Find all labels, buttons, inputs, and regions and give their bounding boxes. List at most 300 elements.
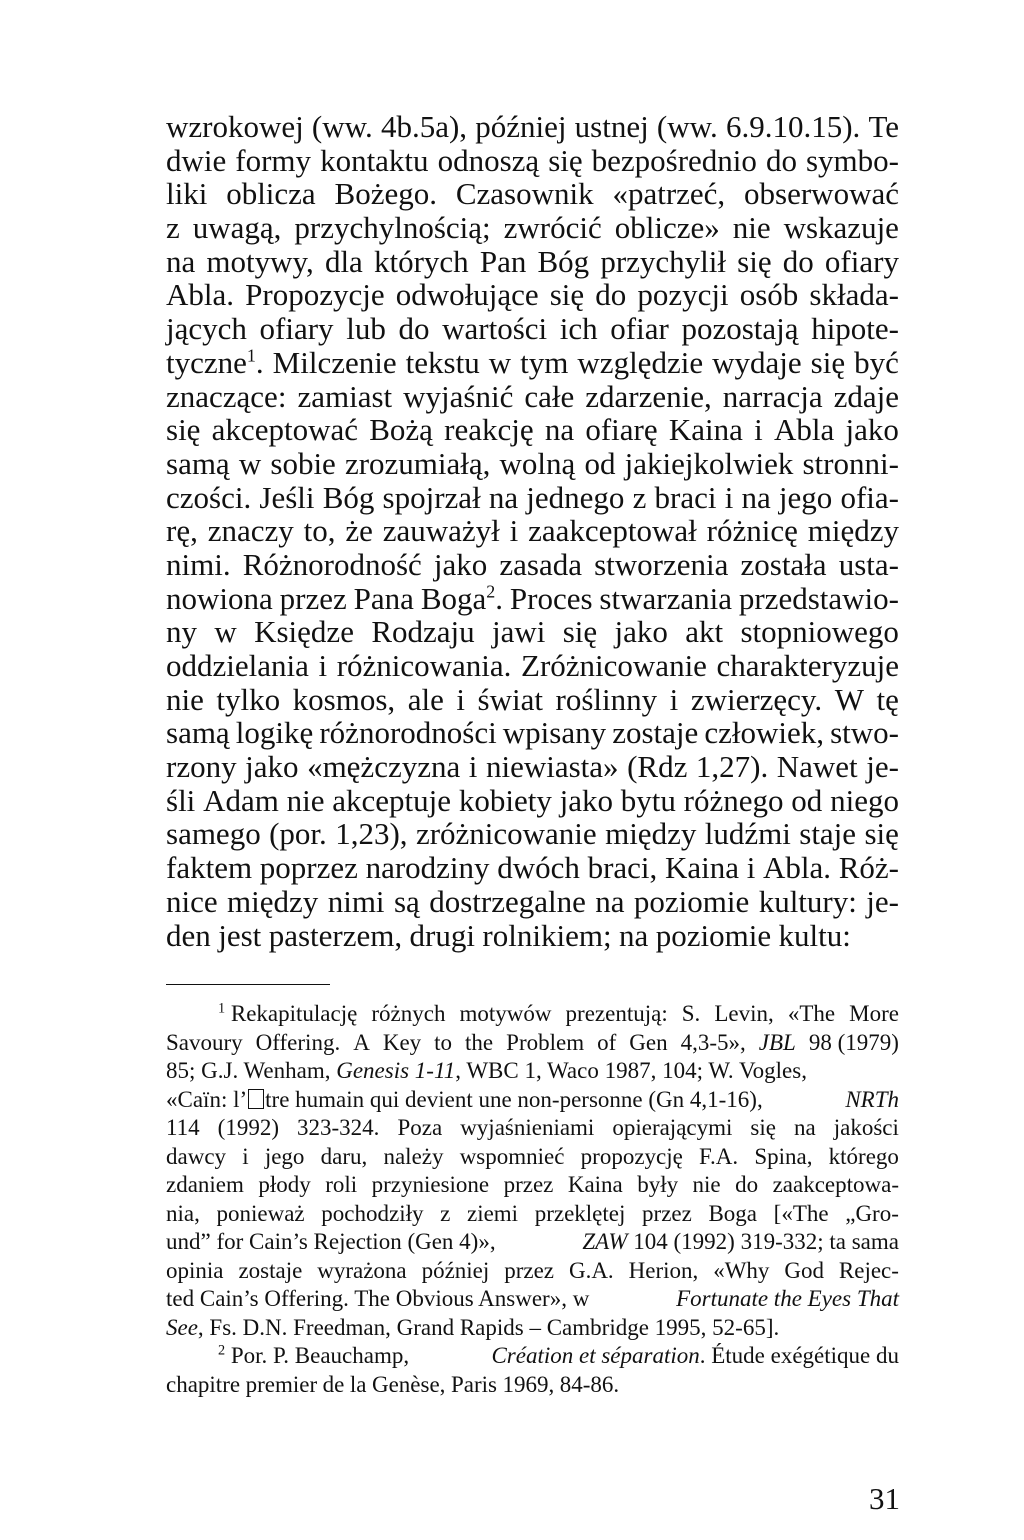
word: 6.9.10.15). [725, 109, 861, 144]
word: ofiar [610, 311, 669, 347]
footnote-word: wyrażona [317, 1257, 407, 1283]
word: jako [559, 782, 613, 818]
footnote-word: później [421, 1257, 490, 1283]
word: ich [559, 311, 598, 347]
footnote-text [166, 1086, 763, 1115]
text-line [166, 716, 899, 750]
word: zamiast [297, 378, 393, 414]
footnote-word: premier [245, 1371, 318, 1397]
footnote-word: którego [828, 1143, 899, 1169]
word: je- [866, 749, 899, 785]
footnote-1-mark: 1 [218, 1000, 226, 1017]
footnote-text: , WBC 1, Waco 1987, 104; W. Vogles, [455, 1058, 807, 1083]
word: je- [866, 883, 899, 919]
word: zdaje [833, 378, 899, 414]
word: kontaktu [320, 142, 429, 178]
word: motywy, [206, 243, 314, 279]
footnote-text [491, 1342, 899, 1371]
punctuation: . [255, 344, 264, 380]
word: w [238, 445, 262, 481]
word: nie [286, 782, 325, 818]
word: nimi. [166, 546, 231, 582]
word: różnicowania. [336, 648, 512, 683]
word: rzony [166, 749, 237, 785]
word: tylko [216, 681, 281, 717]
word: bytu [620, 782, 676, 818]
word: różnicę [706, 513, 798, 549]
word: śli [166, 782, 196, 818]
word: znaczące: [166, 378, 287, 414]
word: jako [245, 749, 299, 785]
footnote-word: różnych [371, 1001, 446, 1026]
word: reakcję [444, 412, 534, 448]
word: ludźmi [704, 816, 791, 852]
word: różnego [683, 782, 784, 818]
word: zasada [499, 546, 582, 582]
word: dostrzegalne [429, 883, 586, 919]
word: bezpośrednio [591, 142, 757, 178]
word: braci, [587, 850, 658, 886]
word: się [562, 614, 598, 650]
word: nice [166, 883, 218, 919]
word: formy [235, 142, 312, 178]
footnote-word: of [597, 1029, 617, 1055]
footnote-text: «Caïn: l’ [166, 1086, 248, 1112]
word: tekstu [405, 344, 480, 380]
word: kultury: [758, 883, 857, 919]
word: «mężczyzna [307, 749, 461, 785]
word: wartości [442, 311, 548, 347]
word: Bóg [322, 479, 375, 515]
footnote-word: zostaje [238, 1257, 303, 1283]
word: stronni- [802, 445, 899, 481]
word: jako [433, 546, 488, 582]
word: Pana [353, 580, 414, 616]
footnote-word: «The [787, 1001, 836, 1026]
word: do [595, 277, 627, 313]
word: w [214, 614, 237, 650]
footnote-word: się [750, 1115, 776, 1140]
word: Bożą [369, 412, 433, 448]
word: czości. [166, 479, 252, 515]
word: ny [166, 614, 197, 650]
word: rę, [166, 513, 198, 549]
missing-glyph-box [248, 1089, 264, 1109]
footnote-word: God [784, 1257, 824, 1283]
footnote-word: do [735, 1172, 759, 1197]
word: Bóg [537, 243, 590, 279]
word: Abla. [763, 850, 832, 886]
word: faktem [166, 850, 253, 886]
footnote-word: (1992) [217, 1115, 279, 1140]
footnote-word: „Gro- [845, 1200, 899, 1226]
footnote-word: opierającymi [612, 1115, 733, 1140]
text-line [166, 784, 899, 818]
footnote-word: 84-86. [559, 1371, 620, 1397]
word: przychylił [600, 243, 727, 279]
word: logikę [235, 715, 314, 751]
word: oblicze» [614, 210, 720, 246]
footnote-word: Savoury [166, 1029, 243, 1055]
word: pozycji [637, 277, 729, 313]
word: na [595, 883, 625, 919]
word: od [584, 445, 616, 481]
word: pozostają [681, 311, 799, 347]
footnote-word: motywów [459, 1001, 552, 1026]
footnote-word: nie [692, 1172, 721, 1197]
word: Różnorodność [242, 546, 422, 582]
text-line [166, 885, 899, 919]
word: Czasownik [455, 176, 594, 212]
word: jego [778, 479, 833, 515]
book-title-creation: Création et séparation [491, 1343, 700, 1368]
footnote-1-line [166, 1114, 899, 1143]
word: Adam [203, 782, 279, 818]
footnote-word: 114 [166, 1115, 200, 1140]
word: Milczenie [272, 344, 397, 380]
word: ofiarę [585, 412, 658, 448]
word: na [166, 243, 196, 279]
text-line [166, 582, 899, 616]
word: poziomie [633, 883, 750, 919]
word: tyczne$^1$. [166, 344, 264, 380]
word: i [724, 479, 734, 515]
word: na [741, 479, 771, 515]
page-number: 31 [869, 1481, 900, 1516]
word: na [488, 479, 519, 515]
word: Pan [479, 243, 527, 279]
word: między [807, 513, 899, 549]
text-line [166, 548, 899, 582]
footnote-word: daru, [320, 1143, 368, 1169]
footnote-word: przyniesione [371, 1172, 490, 1197]
word: Propozycje [245, 277, 385, 313]
word: poziomie [655, 917, 772, 953]
word: różnorodności [319, 715, 497, 751]
footnote-word: 323-324. [297, 1115, 380, 1140]
footnote-word: jego [264, 1143, 305, 1169]
word: nowiona [166, 580, 273, 616]
word: przychylnością; [294, 210, 491, 246]
word: niego [830, 782, 899, 818]
footnote-word: to [434, 1029, 453, 1055]
word: nie [732, 210, 771, 246]
journal-title-zaw: ZAW [582, 1229, 628, 1254]
footnote-text: und” for Cain’s Rejection (Gen 4)», [166, 1229, 496, 1254]
word: nimi [327, 883, 385, 919]
word: samą [166, 715, 230, 751]
word: z [166, 210, 180, 246]
text-line [166, 649, 899, 683]
word: zostaje [612, 715, 699, 751]
word: zauważył [382, 513, 500, 549]
footnote-word: Problem [506, 1029, 585, 1055]
word: pasterzem, [268, 917, 403, 953]
text-line [166, 110, 899, 144]
word: znaczy [207, 513, 294, 549]
footnote-word: wspomnieć [459, 1143, 565, 1169]
word: są [393, 883, 420, 919]
word: do [765, 142, 797, 178]
word: poprzez [259, 850, 358, 886]
word: obserwować [744, 176, 899, 212]
word: oddzielania [166, 648, 309, 683]
word: jest [218, 917, 262, 953]
word: wzrokowej [166, 109, 304, 144]
word: się [737, 243, 772, 279]
footnote-word: z [440, 1200, 451, 1226]
word: odnoszą [437, 142, 540, 178]
word: kultu: [778, 917, 851, 953]
word: W [834, 681, 864, 717]
footnote-word: Poza [397, 1115, 443, 1140]
word: drugi [409, 917, 475, 953]
footnote-text: Por. P. Beauchamp, [230, 1343, 410, 1368]
word: roślinny [555, 681, 658, 717]
footnote-word: Offering. [255, 1029, 341, 1055]
word: między [227, 883, 319, 919]
footnote-word: Kaina [567, 1172, 623, 1197]
footnote-word: i [242, 1143, 249, 1169]
word: osób [739, 277, 799, 313]
footnote-word: pochodziły [321, 1200, 424, 1226]
word: i [754, 412, 763, 448]
footnote-word: F.A. [699, 1143, 739, 1169]
word: symbo- [805, 142, 899, 178]
footnote-word: opinia [166, 1257, 224, 1283]
footnote-word: Genèse, [371, 1371, 446, 1397]
text-line [166, 750, 899, 784]
word: 4b.5a), [380, 109, 468, 144]
word: wskazuje [783, 210, 899, 246]
word: (por. [269, 816, 327, 852]
word: zwrócić [503, 210, 602, 246]
word: się [548, 142, 583, 178]
book-title-fortunate: Fortunate the Eyes That [676, 1286, 899, 1311]
word: stworzenia [594, 546, 729, 582]
word: niewiasta» [485, 749, 619, 785]
word: akceptuje [332, 782, 452, 818]
text-line [166, 683, 899, 717]
footnote-word [218, 1000, 357, 1029]
word: zwierzęcy. [690, 681, 823, 717]
word: akt [685, 614, 724, 650]
word: (ww. [311, 109, 373, 144]
footnote-word: wyjaśnieniami [460, 1115, 595, 1140]
word: hipote- [811, 311, 899, 347]
word: się [864, 816, 899, 852]
footnote-word: Rekapitulację [230, 1001, 358, 1026]
footnote-1-line [166, 1086, 899, 1115]
footnote-word: Key [382, 1029, 422, 1055]
word: być [854, 344, 899, 380]
word: staje [799, 816, 857, 852]
footnote-1-line [166, 1171, 899, 1200]
word: których [373, 243, 469, 279]
word: wpisany [502, 715, 607, 751]
footnote-word: More [849, 1001, 899, 1026]
word: Nawet [776, 749, 858, 785]
word: ustnej [574, 109, 649, 144]
word: od [791, 782, 823, 818]
footnote-ref: 2 [486, 581, 496, 602]
word: odwołujące [395, 277, 539, 313]
word: Zróżnicowanie [521, 648, 707, 683]
footnote-word: przez [504, 1257, 555, 1283]
book-title-see: See [166, 1314, 198, 1340]
word: (ww. [656, 109, 718, 144]
footnote-word: roli [325, 1172, 358, 1197]
word: samą [166, 445, 230, 481]
word: jednego [526, 479, 625, 515]
punctuation: . [495, 580, 503, 616]
footnote-1-line [166, 1143, 899, 1172]
journal-title-jbl: JBL [758, 1029, 796, 1055]
text-line [166, 413, 899, 447]
word: się [549, 277, 585, 313]
footnote-word: A [353, 1029, 370, 1055]
word: uwagą, [192, 210, 282, 246]
word: i [746, 850, 756, 886]
word: narracja [722, 378, 823, 414]
footnote-word: były [637, 1172, 679, 1197]
word: Kaina [664, 850, 739, 886]
word: rolnikiem; [482, 917, 612, 953]
footnote-word: ponieważ [216, 1200, 305, 1226]
footnote-2-mark: 2 [218, 1342, 226, 1359]
word: się [166, 412, 201, 448]
word: Rodzaju [371, 614, 475, 650]
word: zróżnicowanie [415, 816, 597, 852]
word: wolną [499, 445, 576, 481]
footnote-word: Paris [450, 1371, 497, 1397]
word: Abla. [166, 277, 235, 313]
footnote-word: Herion, [628, 1257, 699, 1283]
footnote-word: zdaniem [166, 1172, 244, 1197]
word: kobiety [458, 782, 552, 818]
footnote-word: chapitre [166, 1371, 241, 1397]
word: spojrzał [382, 479, 481, 515]
text-line [166, 278, 899, 312]
word: wyjaśnić [403, 378, 514, 414]
word: tę [876, 681, 899, 717]
word: dla [324, 243, 363, 279]
word: i [509, 513, 519, 549]
word: między [605, 816, 697, 852]
footnote-word: G.A. [568, 1257, 614, 1283]
footnote-text: 98 (1979) [808, 1029, 899, 1055]
footnote-word: przez [503, 1172, 554, 1197]
footnote-word: przeklętej [534, 1200, 626, 1226]
word: liki [166, 176, 208, 212]
footnote-word: la [349, 1371, 367, 1397]
footnote-text: 104 (1992) 319-332; ta sama [633, 1229, 899, 1254]
word: samego [166, 816, 261, 852]
text-line [166, 919, 899, 953]
word: później [475, 109, 567, 144]
footnote-word: propozycję [580, 1143, 683, 1169]
footnote-word: Rejec- [838, 1257, 899, 1283]
word: «patrzeć, [612, 176, 726, 212]
word: Bożego. [334, 176, 437, 212]
word: stwo- [830, 715, 899, 751]
footnote-text [582, 1228, 899, 1257]
footnote-ref: 1 [246, 345, 256, 366]
word: oblicza [226, 176, 316, 212]
word: i [318, 648, 328, 683]
word: braci [654, 479, 717, 515]
word: składa- [809, 277, 899, 313]
footnote-2-line [166, 1371, 899, 1400]
text-line [166, 615, 899, 649]
word: Te [868, 109, 899, 144]
word: stopniowego [740, 614, 899, 650]
footnote-1-line [166, 1000, 899, 1029]
word: i [456, 681, 465, 717]
footnote-1-line [166, 1228, 899, 1257]
word: ale [407, 681, 444, 717]
word: lub [346, 311, 386, 347]
text-line [166, 211, 899, 245]
footnote-word: the [465, 1029, 494, 1055]
book-title-genesis: Genesis 1-11 [336, 1058, 456, 1083]
footnote-word: Boga [708, 1200, 758, 1226]
word: do [398, 311, 430, 347]
word: stwarzania [599, 580, 732, 616]
footnote-1-line [166, 1057, 899, 1086]
footnote-word: na [794, 1115, 816, 1140]
text-line [166, 312, 899, 346]
footnote-text [218, 1342, 409, 1371]
footnote-word: prezentują: [565, 1001, 668, 1026]
footnote-word: nia, [166, 1200, 200, 1226]
word: jących [166, 311, 247, 347]
footnote-word: płody [258, 1172, 311, 1197]
footnote-word: de [322, 1371, 345, 1397]
word: to, [303, 513, 336, 549]
footnote-1-line [166, 1200, 899, 1229]
word: Boga$^2$. [420, 580, 503, 616]
text-line [166, 144, 899, 178]
text-line [166, 817, 899, 851]
main-text [166, 110, 899, 952]
footnote-separator [166, 984, 330, 985]
footnote-text: ted Cain’s Offering. The Obvious Answer», w [166, 1286, 590, 1311]
word: zaakceptował [528, 513, 697, 549]
footnote-word: należy [383, 1143, 444, 1169]
word: w [488, 344, 512, 380]
word: ofiary [259, 311, 334, 347]
text-line [166, 177, 899, 211]
word: jako [845, 412, 899, 448]
word: (Rdz [627, 749, 688, 785]
word: zrozumiałą, [344, 445, 491, 481]
text-line [166, 481, 899, 515]
word: i [468, 749, 478, 785]
word: że [345, 513, 373, 549]
word: przez [279, 580, 347, 616]
word: została [740, 546, 827, 582]
word: Proces [509, 580, 593, 616]
word: całe [524, 378, 575, 414]
text-line [166, 447, 899, 481]
text-line [166, 851, 899, 885]
footnote-text [166, 1314, 785, 1343]
footnote-1-line [166, 1029, 899, 1058]
footnote-word: zaakceptowa- [772, 1172, 899, 1197]
word: względzie [577, 344, 704, 380]
footnote-word: Spina, [754, 1143, 813, 1169]
